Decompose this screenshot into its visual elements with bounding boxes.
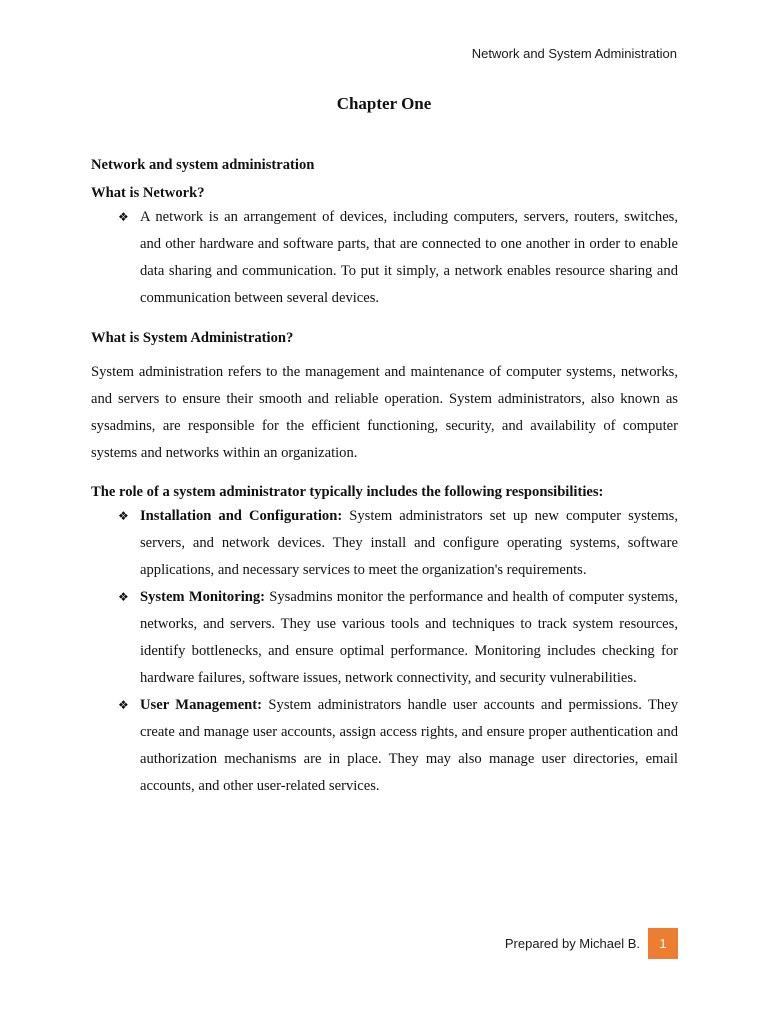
page-footer — [505, 928, 678, 959]
network-heading: What is Network? — [91, 185, 205, 201]
document-body — [91, 154, 678, 800]
page-number: 1 — [648, 928, 678, 959]
diamond-bullet-icon: ❖ — [118, 698, 129, 712]
list-item — [91, 503, 678, 584]
role-heading: The role of a system administrator typically includes the following responsibilities: — [91, 484, 604, 500]
page-header: Network and System Administration — [471, 46, 677, 61]
diamond-bullet-icon: ❖ — [118, 509, 129, 523]
responsibility-text: System administrators handle user accounts and permissions. They create and manage user accounts, assign access rights, and ensure proper authentication and authorization mechanisms are in place. They may also manage user directories, email accounts, and other user-related services. — [140, 697, 678, 794]
prepared-by: Prepared by Michael B. — [504, 936, 640, 951]
responsibility-list — [91, 503, 678, 800]
network-definition: A network is an arrangement of devices, including computers, servers, routers, switches, and other hardware and software parts, that are connected to one another in order to enable data sharing and communication. To put it simply, a network enables resource sharing and communication between several devices. — [140, 209, 678, 306]
responsibility-text: System administrators set up new computer systems, servers, and network devices. They install and configure operating systems, software applications, and necessary services to meet the organization's requirements. — [140, 508, 678, 578]
responsibility-text: Sysadmins monitor the performance and health of computer systems, networks, and servers. They use various tools and techniques to track system resources, identify bottlenecks, and ensure optimal performance. Monitoring includes checking for hardware failures, software issues, network connectivity, and security vulnerabilities. — [140, 589, 678, 686]
section-heading: Network and system administration — [91, 157, 315, 173]
diamond-bullet-icon: ❖ — [118, 210, 129, 224]
responsibility-term: User Management: — [140, 697, 263, 713]
list-item — [91, 204, 678, 312]
sysadmin-paragraph: System administration refers to the management and maintenance of computer systems, networks, and servers to ensure their smooth and reliable operation. System administrators, also known as sysadmins, are responsible for the efficient functioning, security, and availability of computer systems and networks within an organization. — [91, 364, 678, 461]
diamond-bullet-icon: ❖ — [118, 590, 129, 604]
network-bullet-list — [91, 204, 678, 312]
list-item — [91, 692, 678, 800]
sysadmin-heading: What is System Administration? — [91, 330, 294, 346]
responsibility-term: System Monitoring: — [140, 589, 266, 605]
chapter-title: Chapter One — [336, 94, 432, 113]
list-item — [91, 584, 678, 692]
responsibility-term: Installation and Configuration: — [140, 508, 343, 524]
